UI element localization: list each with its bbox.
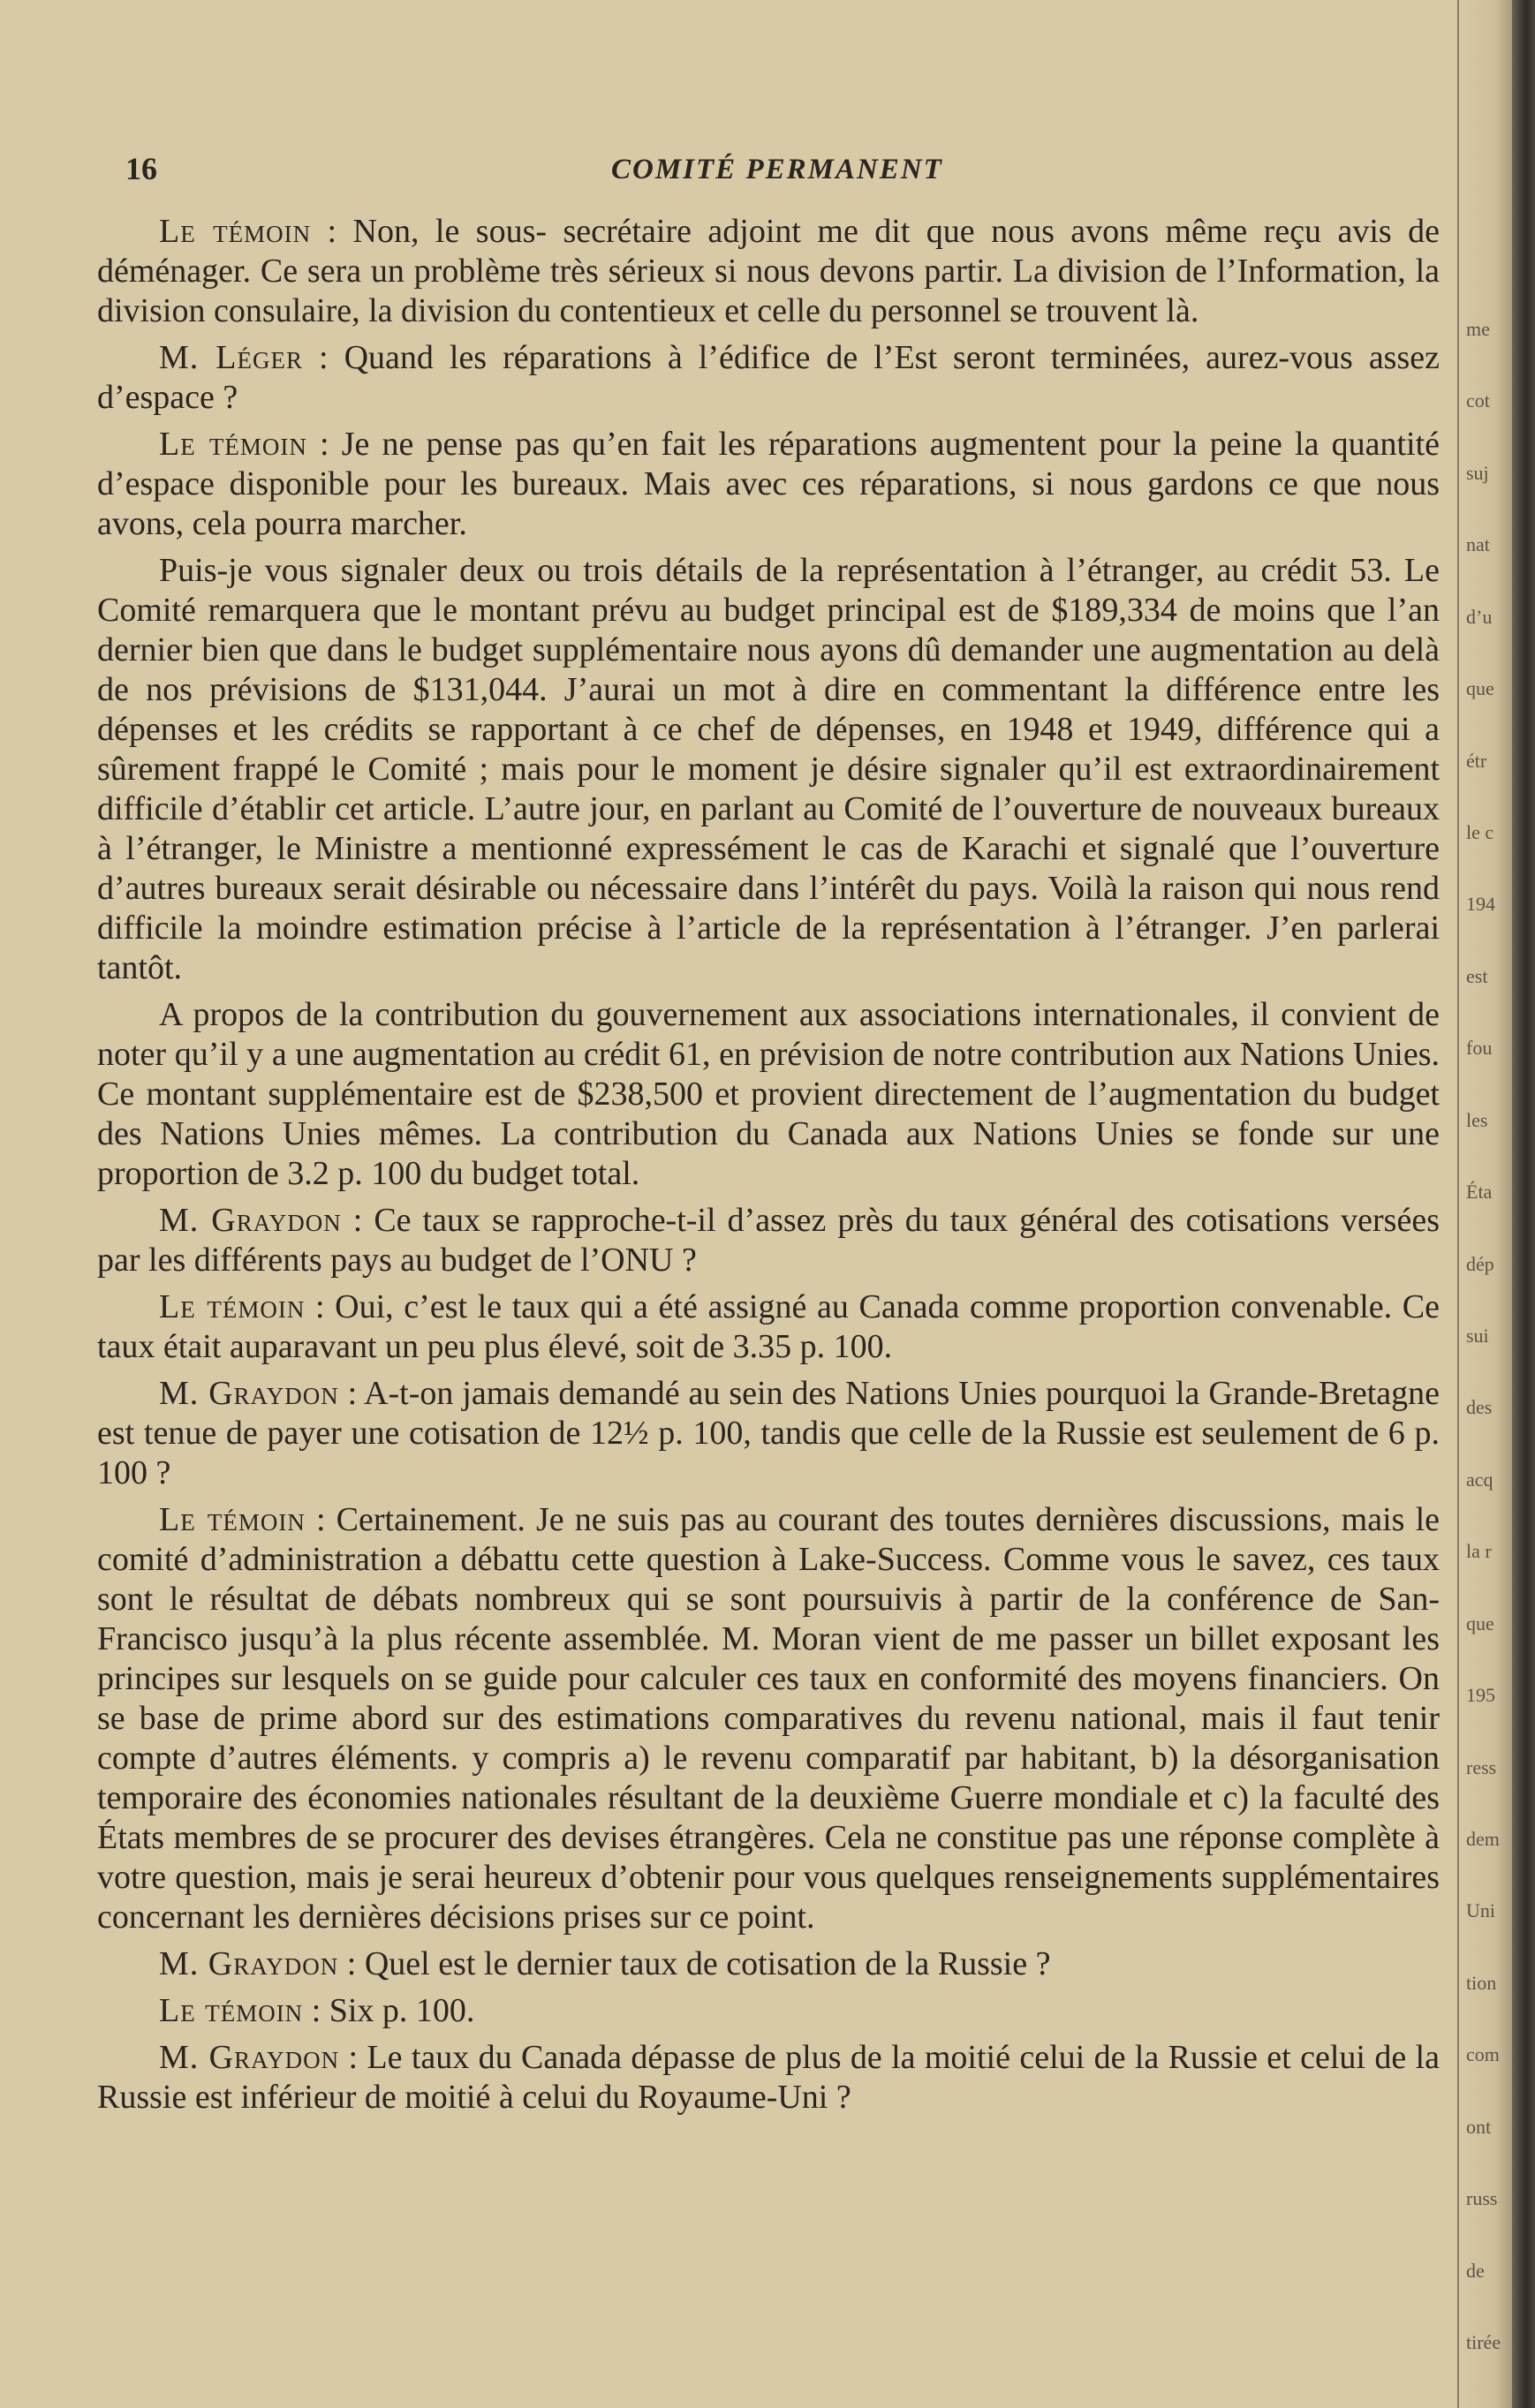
paragraph [97,995,1440,1194]
adjacent-page-fragment: dem [1466,1828,1500,1850]
speaker: M. Léger [159,339,303,376]
adjacent-page-fragment: Éta [1466,1181,1493,1203]
adjacent-page-fragment: acq [1466,1468,1493,1491]
adjacent-page-fragment: est [1466,965,1488,987]
paragraph-text: : Six p. 100. [303,1992,475,2029]
adjacent-page-fragment: dép [1466,1253,1494,1275]
adjacent-page-fragment: que [1466,1612,1494,1634]
speaker: M. Graydon [159,2039,340,2076]
paragraph-text: Puis-je vous signaler deux ou trois détails de la représentation à l’étranger, au crédit 53. Le Comité remarquera que le montant prévu au budget principal est de $189,334 de moins que l’an dernier bien que dans le budget supplémentaire nous ayons dû demander une augmentation au delà de nos prévisions de $131,044. J’aurai un mot à dire en commentant la différence entre les dépenses et les crédits se rapportant à ce chef de dépenses, en 1948 et 1949, différence qui a sûrement frappé le Comité ; mais pour le moment je désire signaler qu’il est extraordinairement difficile d’établir cet article. L’autre jour, en parlant au Comité de l’ouverture de nouveaux bureaux à l’étranger, le Ministre a mentionné expressément le cas de Karachi et signalé que l’ouverture d’autres bureaux serait désirable ou nécessaire dans l’intérêt du pays. Voilà la raison qui nous rend difficile la moindre estimation précise à l’article de la représentation à l’étranger. J’en parlerai tantôt. [97,552,1440,986]
paragraph-text: : Quel est le dernier taux de cotisation de la Russie ? [338,1945,1051,1982]
adjacent-page-fragment: russ [1466,2187,1498,2209]
paragraph [97,338,1440,418]
page-header [125,150,1380,194]
adjacent-page-edge [1457,0,1512,2408]
adjacent-page-fragment: suj [1466,462,1489,484]
paragraph-text: : Quand les réparations à l’édifice de l’Est seront terminées, aurez-vous assez d’espace ? [97,339,1440,416]
adjacent-page-fragment: nat [1466,533,1490,555]
adjacent-page-fragment: fou [1466,1037,1493,1059]
adjacent-page-fragment: la r [1466,1540,1492,1562]
adjacent-page-fragment: me [1466,318,1490,340]
paragraph [97,551,1440,988]
body-text [97,212,1440,2125]
speaker: Le témoin [159,1288,306,1325]
paragraph [97,425,1440,544]
adjacent-page-fragment: sui [1466,1325,1489,1347]
adjacent-page-fragment: tion [1466,1972,1497,1994]
adjacent-page-fragment: 194 [1466,893,1495,915]
adjacent-page-fragment: 195 [1466,1684,1495,1706]
speaker: Le témoin [159,213,312,250]
adjacent-page-fragment: ont [1466,2116,1492,2138]
adjacent-page-fragment: le c [1466,821,1494,843]
speaker: M. Graydon [159,1375,339,1412]
speaker: M. Graydon [159,1945,339,1982]
adjacent-page-fragment: étr [1466,750,1487,772]
paragraph [97,1500,1440,1937]
adjacent-page-fragment: de [1466,2260,1485,2282]
paragraph-text: : Certainement. Je ne suis pas au courant des toutes dernières discussions, mais le comité d’administration a débattu cette question à Lake-Success. Comme vous le savez, ces taux sont le résultat de débats nombreux qui se sont poursuivis à partir de la conférence de San-Francisco jusqu’à la plus récente assemblée. M. Moran vient de me passer un billet exposant les principes sur lesquels on se guide pour calculer ces taux en conformité des moyens financiers. On se base de prime abord sur des estimations comparatives du revenu national, mais il faut tenir compte d’autres éléments. y compris a) le revenu comparatif par habitant, b) la désorganisation temporaire des économies nationales résultant de la deuxième Guerre mondiale et c) la faculté des États membres de se procurer des devises étrangères. Cela ne constitue pas une réponse complète à votre question, mais je serai heureux d’obtenir pour vous quelques renseignements supplémentaires concernant les dernières décisions prises sur ce point. [97,1501,1440,1936]
adjacent-page-fragment: tirée [1466,2331,1501,2353]
adjacent-page-fragment: Uni [1466,1899,1495,1921]
adjacent-page-fragment: com [1466,2043,1500,2065]
paragraph [97,1287,1440,1367]
paragraph-text: A propos de la contribution du gouvernement aux associations internationales, il convient de noter qu’il y a une augmentation au crédit 61, en prévision de notre contribution aux Nations Unies. Ce montant supplémentaire est de $238,500 et provient directement de l’augmentation du budget des Nations Unies mêmes. La contribution du Canada aux Nations Unies se fonde sur une proportion de 3.2 p. 100 du budget total. [97,996,1440,1192]
paragraph-text: : Non, le sous- secrétaire adjoint me dit que nous avons même reçu avis de déménager. Ce sera un problème très sérieux si nous devons partir. La division de l’Information, la division consulaire, la division du contentieux et celle du personnel se trouvent là. [97,213,1440,329]
speaker: M. Graydon [159,1202,342,1239]
paragraph [97,1991,1440,2031]
paragraph-text: : Le taux du Canada dépasse de plus de la moitié celui de la Russie et celui de la Russie est inférieur de moitié à celui du Royaume-Uni ? [97,2039,1440,2116]
adjacent-page-fragment: d’u [1466,606,1493,628]
running-head: COMITÉ PERMANENT [611,154,943,185]
paragraph [97,1944,1440,1984]
paragraph [97,212,1440,331]
paragraph-text: : A-t-on jamais demandé au sein des Nations Unies pourquoi la Grande-Bretagne est tenue de payer une cotisation de 12½ p. 100, tandis que celle de la Russie est seulement de 6 p. 100 ? [97,1375,1440,1491]
paragraph [97,1374,1440,1493]
speaker: Le témoin [159,426,307,463]
paragraph-text: : Ce taux se rapproche-t-il d’assez près du taux général des cotisations versées par les différents pays au budget de l’ONU ? [97,1202,1440,1279]
paragraph [97,1201,1440,1280]
speaker: Le témoin [159,1501,306,1538]
paragraph-text: : Oui, c’est le taux qui a été assigné au Canada comme proportion convenable. Ce taux était auparavant un peu plus élevé, soit de 3.35 p. 100. [97,1288,1440,1365]
adjacent-page-fragment: des [1466,1396,1493,1418]
adjacent-page-fragment: cot [1466,389,1490,411]
page-number: 16 [125,151,157,186]
paragraph [97,2038,1440,2117]
paragraph-text: : Je ne pense pas qu’en fait les réparations augmentent pour la peine la quantité d’espace disponible pour les bureaux. Mais avec ces réparations, si nous gardons ce que nous avons, cela pourra marcher. [97,426,1440,542]
adjacent-page-fragment: ress [1466,1756,1497,1778]
speaker: Le témoin [159,1992,304,2029]
adjacent-page-fragment: que [1466,677,1494,699]
adjacent-page-fragment: les [1466,1109,1488,1131]
